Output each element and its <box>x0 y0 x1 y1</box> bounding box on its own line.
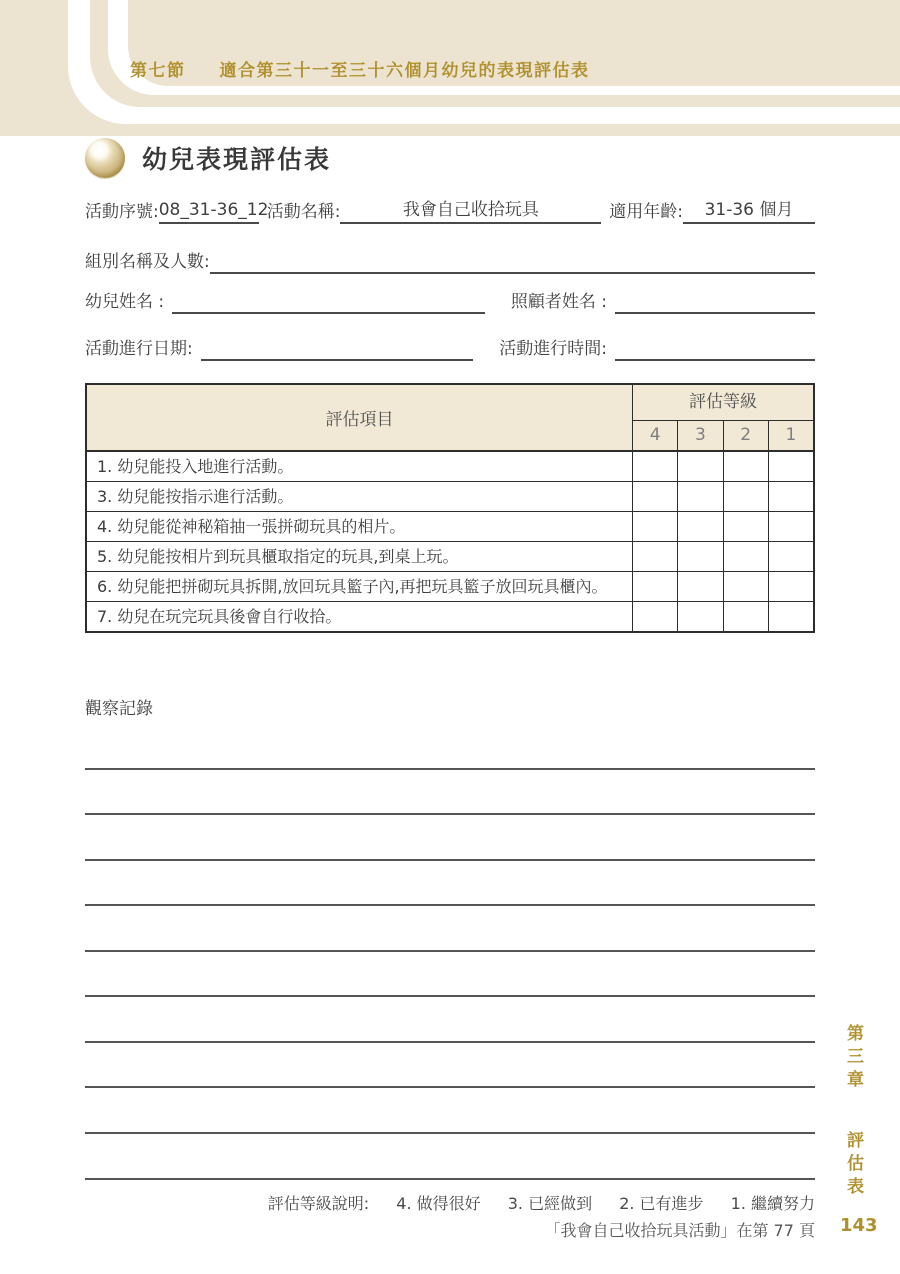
writing-line <box>85 768 815 770</box>
legend-label: 評估等級說明: <box>267 1194 370 1213</box>
grade-cell <box>633 512 678 541</box>
chapter-section-label: 評估表 <box>843 1131 863 1200</box>
grade-cell <box>769 602 813 631</box>
grade-cell <box>769 542 813 571</box>
activity-info-row <box>85 199 815 224</box>
writing-line <box>85 859 815 861</box>
grade-cell <box>633 602 678 631</box>
caregiver-name-field <box>615 289 815 314</box>
item-text: 3. 幼兒能按指示進行活動。 <box>87 482 633 511</box>
section-header-band <box>0 0 900 140</box>
section-title: 適合第三十一至三十六個月幼兒的表現評估表 <box>219 61 590 81</box>
grade-cell <box>769 512 813 541</box>
legend-item: 3. 已經做到 <box>507 1194 593 1213</box>
grade-column-header <box>633 385 813 450</box>
grade-cell <box>769 572 813 601</box>
group-row <box>85 249 815 274</box>
activity-name-field: 我會自己收拾玩具 <box>340 199 601 224</box>
time-label: 活動進行時間: <box>499 339 607 359</box>
grade-cell <box>678 512 723 541</box>
writing-line <box>85 950 815 952</box>
writing-line <box>85 995 815 997</box>
date-field <box>201 336 474 361</box>
section-header-text <box>130 56 590 81</box>
observation-label: 觀察記錄 <box>85 699 153 719</box>
writing-line <box>85 1132 815 1134</box>
grade-cell <box>678 542 723 571</box>
grade-1-header: 1 <box>785 425 797 445</box>
legend-item: 4. 做得很好 <box>396 1194 481 1213</box>
caregiver-name-label: 照顧者姓名 : <box>510 292 607 312</box>
group-field <box>210 249 815 274</box>
item-text: 5. 幼兒能按相片到玩具櫃取指定的玩具,到桌上玩。 <box>87 542 633 571</box>
table-row <box>87 602 813 631</box>
legend-item: 2. 已有進步 <box>619 1194 704 1213</box>
grade-cell <box>769 452 813 481</box>
table-row <box>87 452 813 482</box>
grade-cell <box>633 452 678 481</box>
activity-no-field: 08_31-36_12 <box>159 199 259 224</box>
assessment-table <box>85 383 815 633</box>
grade-2-header: 2 <box>724 421 769 450</box>
grade-legend <box>85 1191 815 1214</box>
grade-cell <box>724 482 769 511</box>
grade-cell <box>633 542 678 571</box>
table-row <box>87 512 813 542</box>
date-label: 活動進行日期: <box>85 339 193 359</box>
table-row <box>87 482 813 512</box>
chapter-label: 第三章 <box>843 1024 863 1093</box>
writing-line <box>85 1178 815 1180</box>
writing-line <box>85 813 815 815</box>
writing-line <box>85 904 815 906</box>
time-field <box>615 336 815 361</box>
table-row <box>87 572 813 602</box>
section-number: 第七節 <box>130 61 186 81</box>
item-text: 1. 幼兒能投入地進行活動。 <box>87 452 633 481</box>
grade-scale-row <box>633 421 813 450</box>
page-title-row <box>85 138 331 178</box>
item-column-header: 評估項目 <box>87 385 633 450</box>
names-row <box>85 289 815 314</box>
page-number: 143 <box>840 1215 878 1236</box>
legend-item: 1. 繼續努力 <box>730 1194 815 1213</box>
child-name-label: 幼兒姓名 : <box>85 292 165 312</box>
group-label: 組別名稱及人數: <box>85 252 210 272</box>
grade-header-label: 評估等級 <box>633 385 813 421</box>
grade-cell <box>678 482 723 511</box>
grade-3-header: 3 <box>678 421 723 450</box>
grade-cell <box>769 482 813 511</box>
grade-cell <box>678 452 723 481</box>
age-field: 31-36 個月 <box>683 199 815 224</box>
item-text: 6. 幼兒能把拼砌玩具拆開,放回玩具籃子內,再把玩具籃子放回玩具櫃內。 <box>87 572 633 601</box>
grade-cell <box>678 602 723 631</box>
datetime-row <box>85 336 815 361</box>
grade-cell <box>724 602 769 631</box>
grade-4-header: 4 <box>633 421 678 450</box>
activity-name-label: 活動名稱: <box>266 202 341 222</box>
page-title: 幼兒表現評估表 <box>142 145 332 174</box>
child-name-field <box>172 289 485 314</box>
activity-no-label: 活動序號: <box>85 202 159 222</box>
grade-cell <box>724 572 769 601</box>
grade-cell <box>633 482 678 511</box>
table-header <box>87 385 813 452</box>
grade-cell <box>633 572 678 601</box>
age-label: 適用年齡: <box>609 202 683 222</box>
grade-cell <box>724 452 769 481</box>
grade-cell <box>724 512 769 541</box>
item-text: 4. 幼兒能從神秘箱抽一張拼砌玩具的相片。 <box>87 512 633 541</box>
activity-reference: 「我會自己收拾玩具活動」在第 77 頁 <box>544 1221 815 1240</box>
chapter-side-tab <box>843 1024 863 1200</box>
pearl-icon <box>85 138 125 178</box>
table-row <box>87 542 813 572</box>
grade-cell <box>678 572 723 601</box>
writing-line <box>85 1086 815 1088</box>
item-text: 7. 幼兒在玩完玩具後會自行收拾。 <box>87 602 633 631</box>
grade-cell <box>724 542 769 571</box>
writing-line <box>85 1041 815 1043</box>
